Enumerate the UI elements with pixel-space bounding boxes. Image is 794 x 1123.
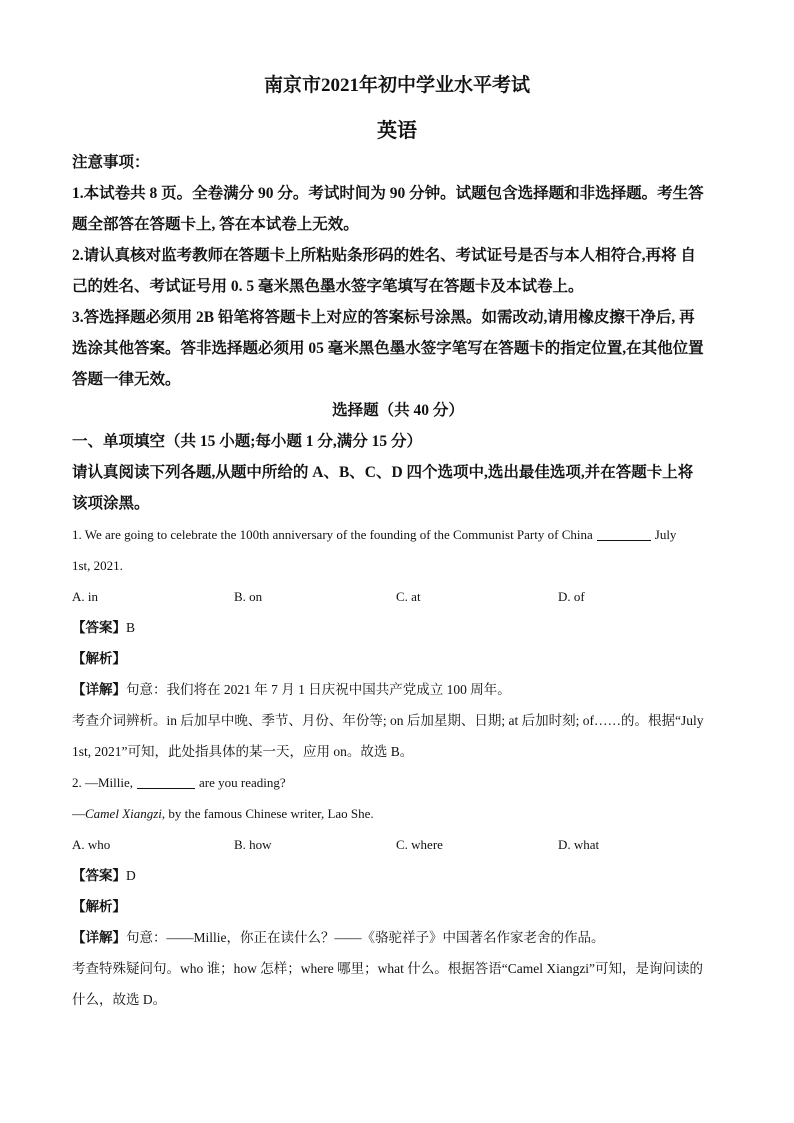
question-2-options [72, 829, 724, 860]
part-title: 一、单项填空（共 15 小题;每小题 1 分,满分 15 分） [72, 433, 423, 450]
section-header [72, 395, 724, 519]
option-b: B. how [234, 837, 272, 852]
question-1-stem-cont: 1st, 2021. [72, 558, 123, 573]
notice-item-2a: 2.请认真核对监考教师在答题卡上所粘贴条形码的姓名、考试证号是否与本人相符合,再将 自 [72, 247, 696, 264]
question-2-analysis-label: 【解析】 [72, 899, 126, 914]
question-2-stem: 2. —Millie, are you reading? [72, 775, 286, 790]
question-1-answer: 【答案】B [72, 620, 136, 635]
notice-item-1b: 题全部答在答题卡上, 答在本试卷上无效。 [72, 216, 359, 233]
answer-blank [137, 774, 195, 789]
question-2-reply: —Camel Xiangzi, by the famous Chinese writer, Lao She. [72, 806, 374, 821]
question-2-explain-1: 考查特殊疑问句。who 谁；how 怎样；where 哪里；what 什么。根据答语“Camel Xiangzi”可知，是询问读的 [72, 961, 704, 976]
question-1-explain-2: 1st, 2021”可知，此处指具体的某一天，应用 on。故选 B。 [72, 744, 414, 759]
instruction-line-1: 请认真阅读下列各题,从题中所给的 A、B、C、D 四个选项中,选出最佳选项,并在答题卡上将 [72, 464, 694, 481]
question-2 [72, 767, 724, 1015]
option-d: D. of [558, 589, 585, 604]
option-b: B. on [234, 589, 263, 604]
question-2-answer: 【答案】D [72, 868, 136, 883]
notice-item-1a: 1.本试卷共 8 页。全卷满分 90 分。考试时间为 90 分钟。试题包含选择题和非选择题。考生答 [72, 185, 704, 202]
notice-item-3c: 答题一律无效。 [72, 371, 181, 388]
question-1-explain-1: 考查介词辨析。in 后加早中晚、季节、月份、年份等; on 后加星期、日期; at 后加时刻; of……的。根据“July [72, 713, 704, 728]
option-c: C. where [396, 837, 443, 852]
notice-heading: 注意事项： [72, 154, 150, 171]
question-1-options [72, 581, 724, 612]
exam-subject: 英语 [377, 120, 417, 142]
question-1-analysis-label: 【解析】 [72, 651, 126, 666]
instruction-line-2: 该项涂黑。 [72, 495, 150, 512]
question-2-explain-2: 什么，故选 D。 [72, 992, 167, 1007]
notice-item-3b: 选涂其他答案。答非选择题必须用 05 毫米黑色墨水签字笔写在答题卡的指定位置,在其他位置 [72, 340, 704, 357]
question-1 [72, 519, 724, 767]
option-a: A. in [72, 589, 98, 604]
answer-blank [597, 526, 651, 541]
exam-title: 南京市2021年初中学业水平考试 [263, 75, 530, 96]
notice-item-3a: 3.答选择题必须用 2B 铅笔将答题卡上对应的答案标号涂黑。如需改动,请用橡皮擦干净后, 再 [72, 309, 695, 326]
notice-item-2b: 己的姓名、考试证号用 0. 5 毫米黑色墨水签字笔填写在答题卡及本试卷上。 [72, 278, 584, 295]
question-1-stem: 1. We are going to celebrate the 100th anniversary of the founding of the Communist Party of China July [72, 527, 677, 542]
section-title: 选择题（共 40 分） [332, 402, 464, 419]
option-d: D. what [558, 837, 600, 852]
notice-section [72, 147, 724, 395]
question-2-detail: 【详解】句意：——Millie，你正在读什么？——《骆驼祥子》中国著名作家老舍的作品。 [72, 930, 605, 945]
option-c: C. at [396, 589, 421, 604]
option-a: A. who [72, 837, 111, 852]
question-1-detail: 【详解】句意：我们将在 2021 年 7 月 1 日庆祝中国共产党成立 100 周年。 [72, 682, 511, 697]
